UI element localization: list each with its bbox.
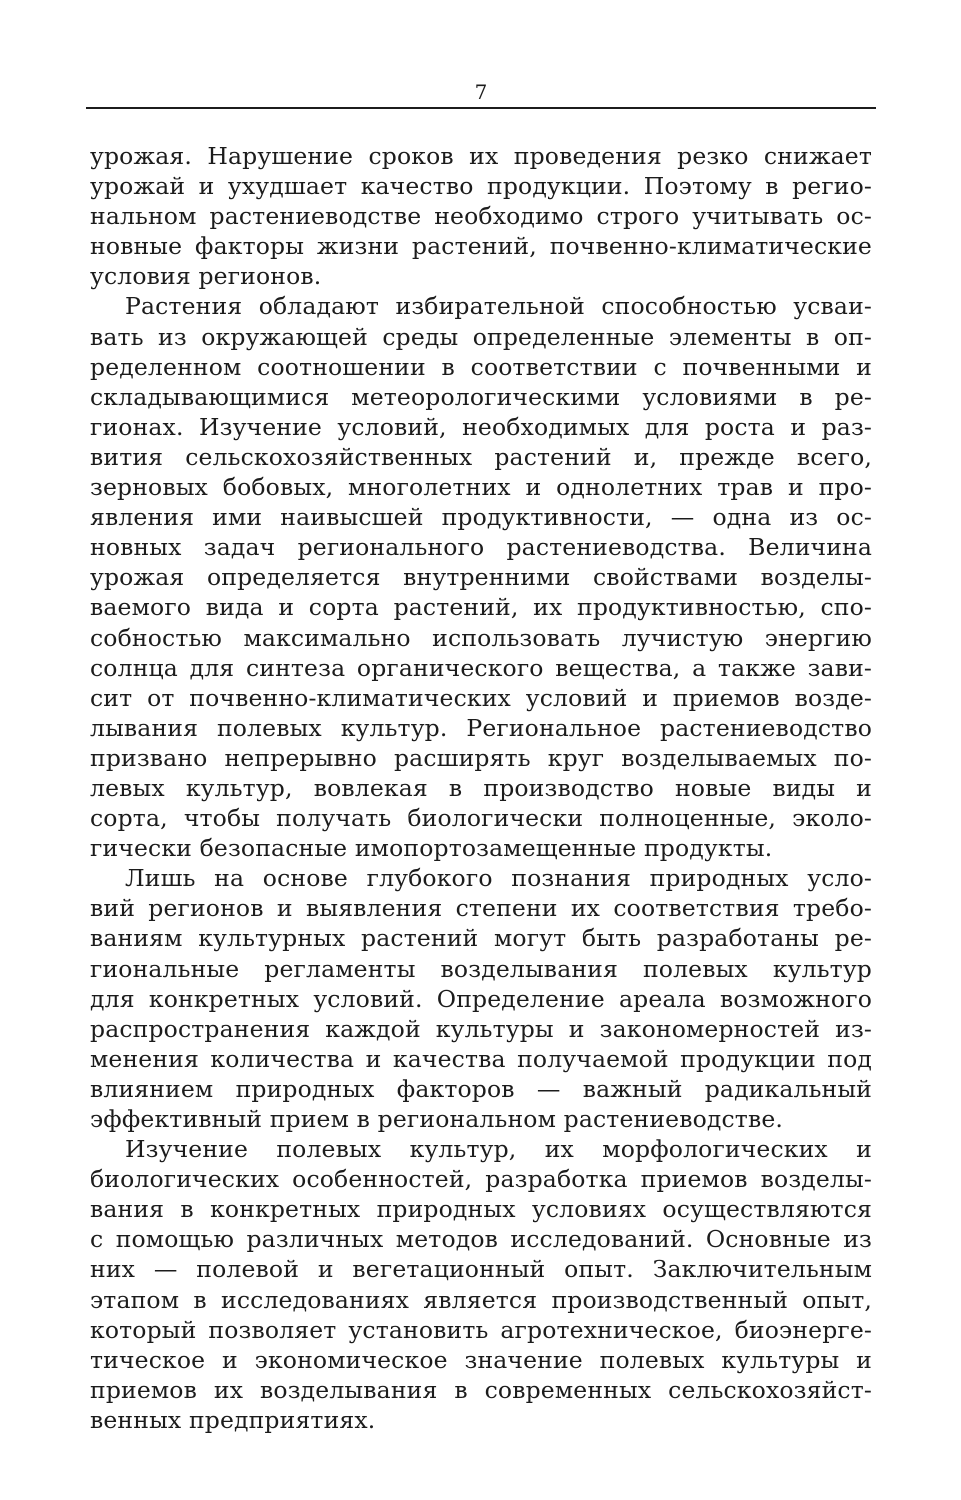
text-line: тическое и экономическое значение полевых культуры и bbox=[90, 1345, 872, 1374]
text-line: вать из окружающей среды определенные элементы в оп- bbox=[90, 322, 872, 351]
text-line: сит от почвенно-климатических условий и приемов возде- bbox=[90, 683, 872, 712]
text-line: влиянием природных факторов — важный радикальный bbox=[90, 1074, 872, 1103]
text-line: условия регионов. bbox=[90, 262, 322, 291]
text-line: вития сельскохозяйственных растений и, прежде всего, bbox=[90, 442, 872, 471]
text-line: венных предприятиях. bbox=[90, 1405, 376, 1434]
page-body-text bbox=[90, 141, 872, 1435]
text-line: который позволяет установить агротехническое, биоэнерге- bbox=[90, 1315, 872, 1344]
text-line: урожая определяется внутренними свойствами возделы- bbox=[90, 563, 872, 592]
text-line: призвано непрерывно расширять круг возделываемых по- bbox=[90, 743, 872, 772]
text-line: гиональные регламенты возделывания полевых культур bbox=[90, 954, 872, 983]
text-line: зерновых бобовых, многолетних и однолетних трав и про- bbox=[90, 473, 872, 502]
text-line: складывающимися метеорологическими условиями в ре- bbox=[90, 382, 872, 411]
text-line: ваемого вида и сорта растений, их продуктивностью, спо- bbox=[90, 593, 872, 622]
text-line: урожай и ухудшает качество продукции. Поэтому в регио- bbox=[90, 172, 872, 201]
text-line: эффективный прием в региональном растениеводстве. bbox=[90, 1105, 784, 1133]
text-line: вания в конкретных природных условиях осуществляются bbox=[90, 1195, 872, 1224]
text-line: гически безопасные имопортозамещенные продукты. bbox=[90, 834, 773, 863]
paragraph bbox=[90, 863, 872, 1134]
text-line: гионах. Изучение условий, необходимых для роста и раз- bbox=[90, 412, 872, 441]
text-line: явления ими наивысшей продуктивности, — одна из ос- bbox=[90, 503, 872, 532]
text-line: менения количества и качества получаемой продукции под bbox=[90, 1044, 872, 1073]
text-line: ваниям культурных растений могут быть разработаны ре- bbox=[90, 924, 872, 953]
text-line: Лишь на основе глубокого познания природных усло- bbox=[125, 864, 872, 893]
text-line: биологических особенностей, разработка приемов возделы- bbox=[90, 1165, 872, 1194]
text-line: солнца для синтеза органического вещества, а также зави- bbox=[90, 653, 872, 682]
paragraph bbox=[90, 1134, 872, 1435]
text-line: них — полевой и вегетационный опыт. Заключительным bbox=[90, 1255, 872, 1284]
page-number: 7 bbox=[474, 80, 488, 104]
paragraph bbox=[90, 141, 872, 291]
text-line: нальном растениеводстве необходимо строго учитывать ос- bbox=[90, 202, 872, 231]
text-line: этапом в исследованиях является производственный опыт, bbox=[90, 1285, 872, 1314]
page-header bbox=[86, 80, 876, 109]
text-line: с помощью различных методов исследований. Основные из bbox=[90, 1225, 872, 1254]
text-line: новные факторы жизни растений, почвенно-климатические bbox=[90, 232, 872, 261]
text-line: сорта, чтобы получать биологически полноценные, эколо- bbox=[90, 804, 872, 833]
text-line: вий регионов и выявления степени их соответствия требо- bbox=[90, 894, 872, 923]
text-line: собностью максимально использовать лучистую энергию bbox=[90, 623, 872, 652]
paragraph bbox=[90, 291, 872, 863]
text-line: Изучение полевых культур, их морфологических и bbox=[125, 1135, 872, 1164]
text-line: ределенном соотношении в соответствии с почвенными и bbox=[90, 352, 872, 381]
text-line: приемов их возделывания в современных сельскохозяйст- bbox=[90, 1375, 872, 1404]
text-line: лывания полевых культур. Региональное растениеводство bbox=[90, 713, 872, 742]
text-line: левых культур, вовлекая в производство новые виды и bbox=[90, 773, 872, 802]
text-line: Растения обладают избирательной способностью усваи- bbox=[125, 292, 872, 321]
text-line: распространения каждой культуры и закономерностей из- bbox=[90, 1014, 872, 1043]
text-line: урожая. Нарушение сроков их проведения резко снижает bbox=[90, 142, 872, 170]
text-line: для конкретных условий. Определение ареала возможного bbox=[90, 984, 872, 1013]
text-line: новных задач регионального растениеводства. Величина bbox=[90, 533, 872, 562]
